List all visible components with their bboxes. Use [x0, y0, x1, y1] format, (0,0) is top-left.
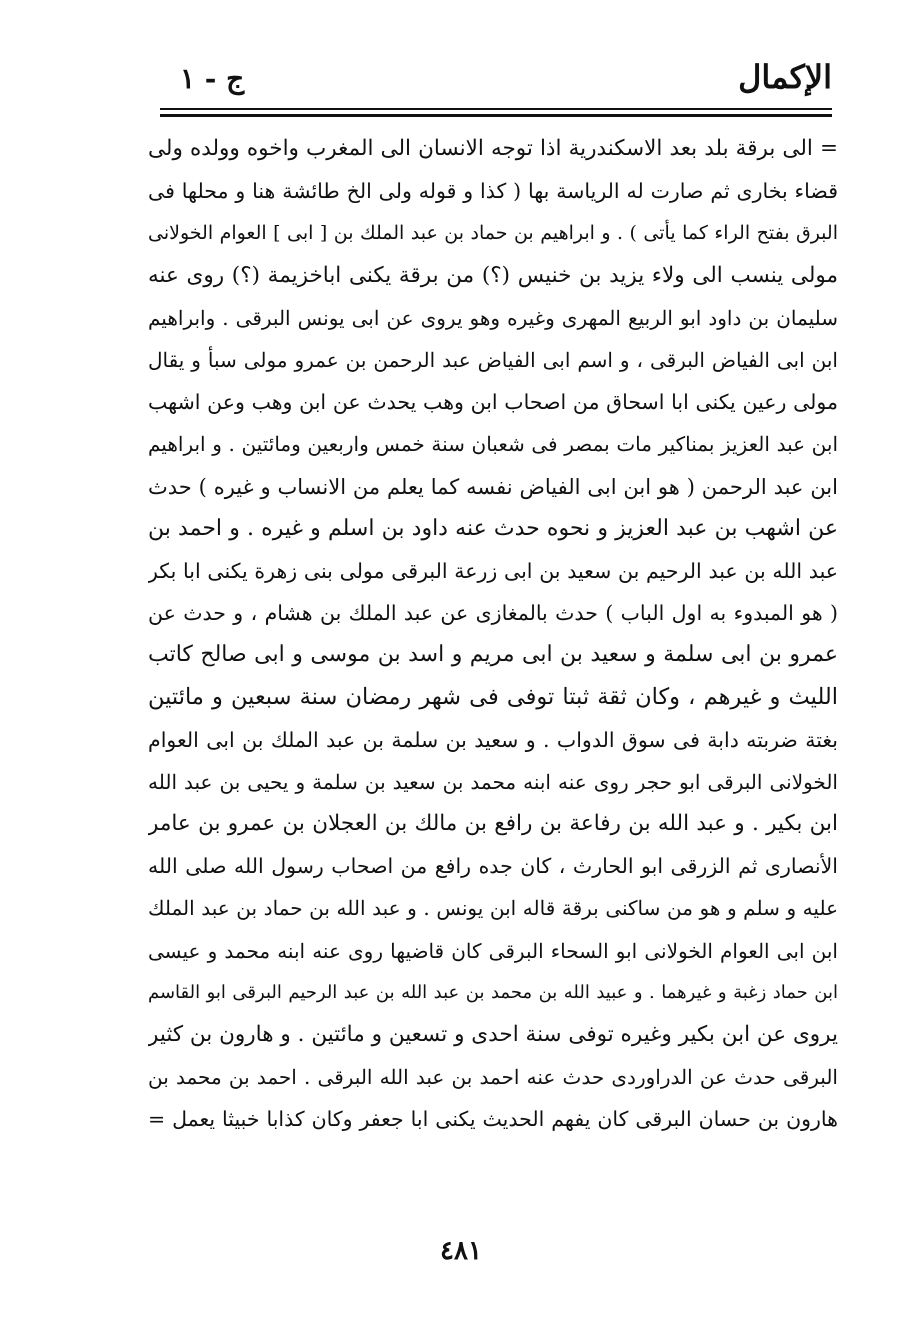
text-line: هارون بن حسان البرقى كان يفهم الحديث يكنى ابا جعفر وكان كذابا خبيثا يعمل =: [148, 1107, 838, 1132]
header-rule-thick: [160, 114, 832, 117]
text-line: الأنصارى ثم الزرقى ابو الحارث ، كان جده رافع من اصحاب رسول الله صلى الله: [148, 854, 838, 879]
text-line: مولى ينسب الى ولاء يزيد بن خنيس (؟) من برقة يكنى اباخزيمة (؟) روى عنه: [148, 262, 838, 288]
text-line: الليث و غيرهم ، وكان ثقة ثبتا توفى فى شهر رمضان سنة سبعين و مائتين: [148, 684, 838, 711]
text-line: ( هو المبدوء به اول الباب ) حدث بالمغازى عن عبد الملك بن هشام ، و حدث عن: [148, 601, 838, 626]
text-line: البرقى حدث عن الدراوردى حدث عنه احمد بن عبد الله البرقى . احمد بن محمد بن: [148, 1065, 838, 1090]
text-line: = الى برقة بلد بعد الاسكندرية اذا توجه الانسان الى المغرب واخوه وولده ولى: [148, 136, 838, 161]
text-line: عمرو بن ابى سلمة و سعيد بن ابى مريم و اسد بن موسى و ابى صالح كاتب: [148, 642, 838, 668]
text-line: عليه و سلم و هو من ساكنى برقة قاله ابن يونس . و عبد الله بن حماد بن عبد الملك: [148, 896, 838, 921]
book-title: الإكمال: [738, 58, 832, 96]
text-line: عبد الله بن عبد الرحيم بن سعيد بن ابى زرعة البرقى مولى بنى زهرة يكنى ابا بكر: [148, 558, 838, 583]
body-text: [148, 128, 838, 1141]
volume-label: ج - ١: [180, 62, 245, 95]
text-line: بغتة ضربته دابة فى سوق الدواب . و سعيد بن سلمة بن عبد الملك بن ابى العوام: [148, 727, 838, 752]
text-line: ابن ابى العوام الخولانى ابو السحاء البرقى كان قاضيها روى عنه ابنه محمد و عيسى: [148, 938, 838, 963]
page-header: [160, 58, 832, 102]
text-line: قضاء بخارى ثم صارت له الرياسة بها ( كذا و قوله ولى الخ طائشة هنا و محلها فى: [148, 179, 838, 204]
text-line: سليمان بن داود ابو الربيع المهرى وغيره وهو يروى عن ابى يونس البرقى . وابراهيم: [148, 305, 838, 330]
page-number: ٤٨١: [440, 1236, 482, 1266]
text-line: ابن حماد زغبة و غيرهما . و عبيد الله بن محمد بن عبد الله بن عبد الرحيم البرقى ابو القاسم: [148, 981, 838, 1003]
text-line: ابن ابى الفياض البرقى ، و اسم ابى الفياض عبد الرحمن بن عمرو مولى سبأ و يقال: [148, 347, 838, 372]
text-line: مولى رعين يكنى ابا اسحاق من اصحاب ابن وهب يحدث عن ابن وهب وعن اشهب: [148, 390, 838, 415]
text-line: ابن عبد العزيز بمناكير مات بمصر فى شعبان سنة خمس واربعين ومائتين . و ابراهيم: [148, 432, 838, 457]
text-line: يروى عن ابن بكير وغيره توفى سنة احدى و تسعين و مائتين . و هارون بن كثير: [148, 1021, 838, 1047]
text-line: ابن عبد الرحمن ( هو ابن ابى الفياض نفسه كما يعلم من الانساب و غيره ) حدث: [148, 474, 838, 499]
text-line: ابن بكير . و عبد الله بن رفاعة بن رافع بن مالك بن العجلان بن عمرو بن عامر: [148, 811, 838, 836]
text-line: البرق بفتح الراء كما يأتى ) . و ابراهيم بن حماد بن عبد الملك بن [ ابى ] العوام الخولانى: [148, 222, 838, 245]
header-rule-thin: [160, 108, 832, 110]
text-line: الخولانى البرقى ابو حجر روى عنه ابنه محمد بن سعيد بن سلمة و يحيى بن عبد الله: [148, 769, 838, 794]
text-line: عن اشهب بن عبد العزيز و نحوه حدث عنه داود بن اسلم و غيره . و احمد بن: [148, 515, 838, 541]
